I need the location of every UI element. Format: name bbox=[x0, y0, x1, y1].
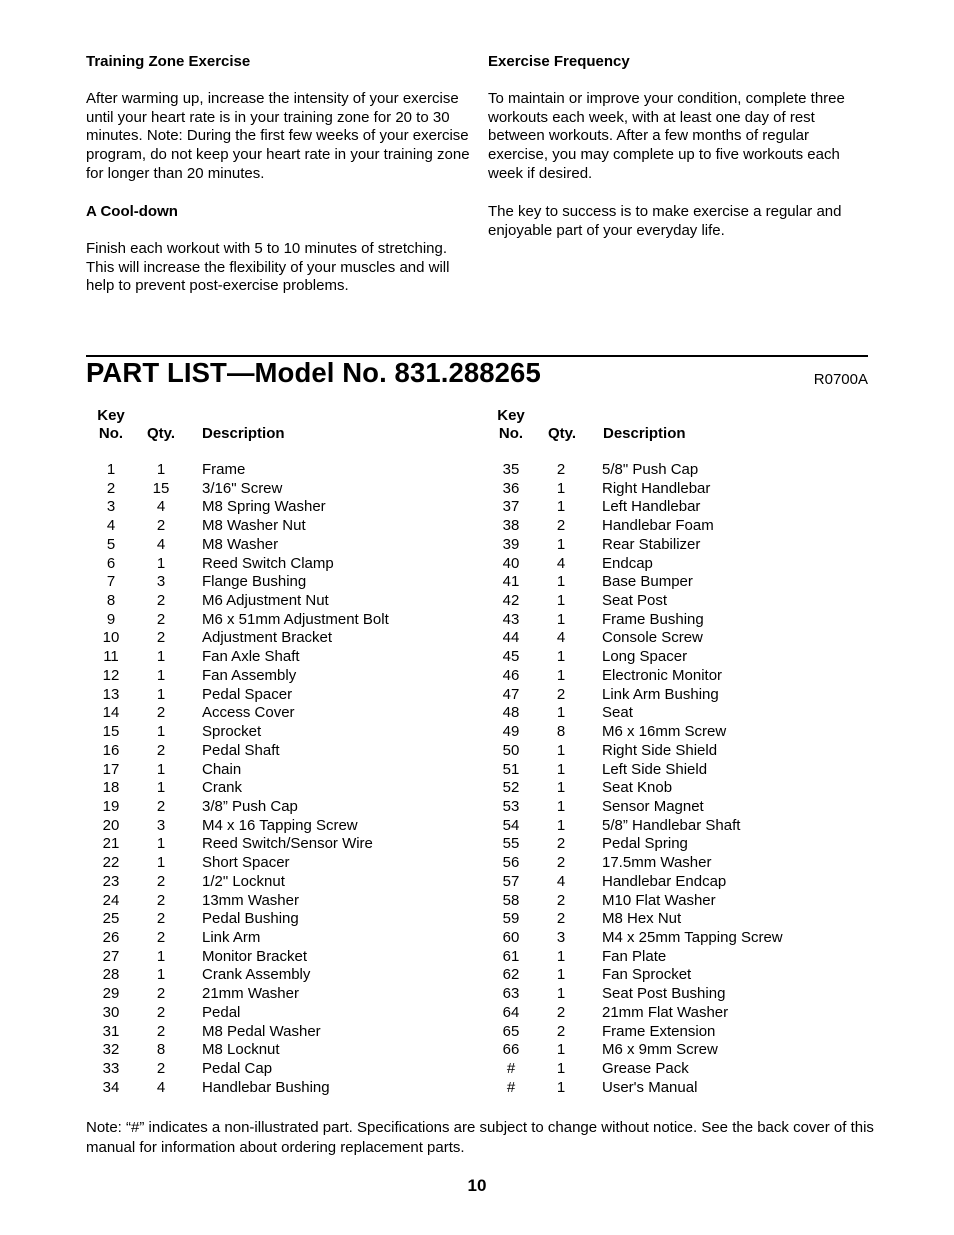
part-key-number: 33 bbox=[102, 1060, 120, 1077]
part-quantity: 2 bbox=[156, 1022, 166, 1040]
part-quantity: 2 bbox=[156, 797, 166, 815]
part-description: Left Handlebar bbox=[602, 498, 701, 516]
header-qty: Qty. bbox=[547, 425, 577, 442]
part-key-number: 37 bbox=[502, 498, 520, 516]
page-number: 10 bbox=[467, 1176, 487, 1195]
part-key-number: 30 bbox=[102, 1003, 120, 1021]
part-description: Monitor Bracket bbox=[202, 947, 308, 965]
part-key-number: 25 bbox=[102, 910, 120, 928]
part-description: 21mm Washer bbox=[202, 985, 299, 1003]
part-list-code: R0700A bbox=[813, 371, 868, 388]
part-description: 5/8” Handlebar Shaft bbox=[602, 816, 741, 834]
part-description: Flange Bushing bbox=[202, 573, 307, 591]
part-description: 21mm Flat Washer bbox=[602, 1003, 729, 1021]
part-key-number: 57 bbox=[502, 872, 520, 890]
part-quantity: 1 bbox=[556, 704, 566, 722]
part-quantity: 1 bbox=[556, 479, 566, 497]
part-description: Link Arm bbox=[202, 928, 261, 946]
part-description: M6 x 51mm Adjustment Bolt bbox=[202, 610, 389, 628]
part-description: Pedal Spring bbox=[602, 835, 688, 853]
part-key-number: 44 bbox=[502, 629, 520, 647]
header-description: Description bbox=[202, 425, 285, 442]
part-quantity: 8 bbox=[556, 723, 566, 741]
section-title-cool-down: A Cool-down bbox=[86, 203, 178, 220]
part-quantity: 4 bbox=[156, 1078, 166, 1096]
part-quantity: 1 bbox=[556, 666, 566, 684]
part-quantity: 1 bbox=[556, 985, 566, 1003]
part-description: M8 Locknut bbox=[202, 1041, 280, 1059]
part-key-number: 61 bbox=[502, 947, 520, 965]
part-description: Fan Plate bbox=[602, 947, 667, 965]
part-quantity: 1 bbox=[156, 966, 166, 984]
part-description: Pedal Cap bbox=[202, 1060, 273, 1077]
part-quantity: 1 bbox=[556, 966, 566, 984]
part-description: Sprocket bbox=[202, 723, 262, 741]
header-key-line2: No. bbox=[98, 425, 124, 442]
part-description: Seat Post bbox=[602, 592, 668, 610]
part-key-number: 50 bbox=[502, 741, 520, 759]
part-description: Base Bumper bbox=[602, 573, 693, 591]
part-description: M10 Flat Washer bbox=[602, 891, 716, 909]
part-quantity: 2 bbox=[556, 1022, 566, 1040]
part-description: M8 Pedal Washer bbox=[202, 1022, 321, 1040]
part-quantity: 1 bbox=[556, 816, 566, 834]
part-description: Pedal Shaft bbox=[202, 741, 280, 759]
part-description: Right Handlebar bbox=[602, 479, 711, 497]
part-quantity: 3 bbox=[156, 816, 166, 834]
part-key-number: 14 bbox=[102, 704, 120, 722]
part-quantity: 2 bbox=[156, 629, 166, 647]
part-quantity: 4 bbox=[156, 498, 166, 516]
footnote: Note: “#” indicates a non-illustrated part. Specifications are subject to change without notice. See the back cover of this manual for information about ordering replacement parts. bbox=[86, 1119, 874, 1156]
part-description: 3/16" Screw bbox=[202, 479, 283, 497]
section-body-training-zone: After warming up, increase the intensity of your exercise until your heart rate is in your training zone for 20 to 30 minutes. Note: During the first few weeks of your exercise program, do not keep your heart rate in your training zone for longer than 20 minutes. bbox=[86, 90, 470, 182]
part-quantity: 4 bbox=[556, 554, 566, 572]
part-description: Link Arm Bushing bbox=[602, 685, 719, 703]
part-key-number: 63 bbox=[502, 985, 520, 1003]
part-key-number: 3 bbox=[106, 498, 116, 516]
part-key-number: 18 bbox=[102, 779, 120, 797]
part-key-number: 51 bbox=[502, 760, 520, 778]
part-description: Long Spacer bbox=[602, 648, 688, 666]
section-title-training-zone: Training Zone Exercise bbox=[86, 53, 251, 70]
part-quantity: 2 bbox=[156, 1003, 166, 1021]
part-description: Endcap bbox=[602, 554, 653, 572]
part-quantity: 2 bbox=[556, 854, 566, 872]
part-key-number: 10 bbox=[102, 629, 120, 647]
part-description: M8 Hex Nut bbox=[602, 910, 682, 928]
part-description: Rear Stabilizer bbox=[602, 535, 701, 553]
part-key-number: 29 bbox=[102, 985, 120, 1003]
part-description: Frame Bushing bbox=[602, 610, 704, 628]
part-quantity: 2 bbox=[156, 985, 166, 1003]
part-quantity: 2 bbox=[156, 1060, 166, 1077]
part-list-title: PART LIST—Model No. 831.288265 bbox=[86, 357, 541, 388]
part-quantity: 1 bbox=[556, 1060, 566, 1077]
part-description: Handlebar Endcap bbox=[602, 872, 727, 890]
part-quantity: 1 bbox=[556, 947, 566, 965]
part-quantity: 1 bbox=[156, 760, 166, 778]
part-key-number: 46 bbox=[502, 666, 520, 684]
part-description: Grease Pack bbox=[602, 1060, 689, 1077]
part-key-number: 23 bbox=[102, 872, 120, 890]
part-key-number: 21 bbox=[102, 835, 120, 853]
part-quantity: 2 bbox=[156, 704, 166, 722]
part-key-number: 36 bbox=[502, 479, 520, 497]
part-description: Frame Extension bbox=[602, 1022, 716, 1040]
part-key-number: # bbox=[506, 1078, 516, 1096]
part-key-number: 65 bbox=[502, 1022, 520, 1040]
part-description: M4 x 25mm Tapping Screw bbox=[602, 928, 783, 946]
part-key-number: 59 bbox=[502, 910, 520, 928]
part-key-number: 48 bbox=[502, 704, 520, 722]
part-description: Crank Assembly bbox=[202, 966, 311, 984]
part-description: Handlebar Bushing bbox=[202, 1078, 330, 1096]
part-description: Fan Sprocket bbox=[602, 966, 692, 984]
part-key-number: 35 bbox=[502, 461, 520, 478]
part-key-number: # bbox=[506, 1060, 516, 1077]
header-description: Description bbox=[603, 425, 686, 442]
part-key-number: 7 bbox=[106, 573, 116, 591]
part-quantity: 1 bbox=[156, 723, 166, 741]
part-quantity: 3 bbox=[556, 928, 566, 946]
part-description: Reed Switch/Sensor Wire bbox=[202, 835, 373, 853]
part-description: Short Spacer bbox=[202, 854, 290, 872]
part-description: 5/8" Push Cap bbox=[602, 461, 699, 478]
part-description: 3/8” Push Cap bbox=[202, 797, 298, 815]
part-description: M6 Adjustment Nut bbox=[202, 592, 329, 610]
part-key-number: 4 bbox=[106, 517, 116, 535]
part-quantity: 2 bbox=[156, 928, 166, 946]
section-body-exercise-frequency: To maintain or improve your condition, complete three workouts each week, with at least one day of rest between workouts. After a few months of regular exercise, you may complete up to five workouts each week if desired. bbox=[488, 90, 845, 182]
part-quantity: 1 bbox=[556, 498, 566, 516]
part-key-number: 38 bbox=[502, 517, 520, 535]
part-description: Crank bbox=[202, 779, 243, 797]
part-key-number: 1 bbox=[106, 461, 116, 478]
header-key-line1: Key bbox=[97, 407, 125, 424]
part-key-number: 53 bbox=[502, 797, 520, 815]
part-quantity: 4 bbox=[556, 629, 566, 647]
part-key-number: 5 bbox=[106, 535, 116, 553]
part-quantity: 1 bbox=[556, 535, 566, 553]
part-description: M4 x 16 Tapping Screw bbox=[202, 816, 358, 834]
part-quantity: 4 bbox=[556, 872, 566, 890]
part-key-number: 16 bbox=[102, 741, 120, 759]
part-key-number: 9 bbox=[106, 610, 116, 628]
part-quantity: 1 bbox=[556, 573, 566, 591]
header-qty: Qty. bbox=[146, 425, 176, 442]
section-body-cool-down: Finish each workout with 5 to 10 minutes of stretching. This will increase the flexibility of your muscles and will help to prevent post-exercise problems. bbox=[86, 240, 450, 295]
part-description: 13mm Washer bbox=[202, 891, 299, 909]
part-quantity: 2 bbox=[556, 461, 566, 478]
part-description: Fan Assembly bbox=[202, 666, 297, 684]
part-key-number: 58 bbox=[502, 891, 520, 909]
part-description: Sensor Magnet bbox=[602, 797, 704, 815]
part-key-number: 55 bbox=[502, 835, 520, 853]
part-description: M8 Washer Nut bbox=[202, 517, 306, 535]
part-key-number: 47 bbox=[502, 685, 520, 703]
part-quantity: 1 bbox=[556, 741, 566, 759]
part-quantity: 1 bbox=[156, 854, 166, 872]
part-quantity: 1 bbox=[156, 648, 166, 666]
part-description: Access Cover bbox=[202, 704, 295, 722]
part-description: Fan Axle Shaft bbox=[202, 648, 300, 666]
part-key-number: 45 bbox=[502, 648, 520, 666]
part-quantity: 2 bbox=[156, 610, 166, 628]
part-description: M6 x 16mm Screw bbox=[602, 723, 727, 741]
part-description: M8 Spring Washer bbox=[202, 498, 326, 516]
part-key-number: 62 bbox=[502, 966, 520, 984]
part-quantity: 1 bbox=[156, 461, 166, 478]
part-quantity: 2 bbox=[156, 592, 166, 610]
part-description: M8 Washer bbox=[202, 535, 279, 553]
part-key-number: 11 bbox=[103, 648, 119, 666]
part-key-number: 64 bbox=[502, 1003, 520, 1021]
part-key-number: 28 bbox=[102, 966, 120, 984]
part-quantity: 1 bbox=[556, 779, 566, 797]
part-key-number: 8 bbox=[106, 592, 116, 610]
part-quantity: 1 bbox=[556, 648, 566, 666]
part-description: Pedal bbox=[202, 1003, 241, 1021]
part-quantity: 3 bbox=[156, 573, 166, 591]
part-key-number: 41 bbox=[502, 573, 520, 591]
part-key-number: 22 bbox=[102, 854, 120, 872]
part-key-number: 2 bbox=[106, 479, 116, 497]
part-key-number: 31 bbox=[102, 1022, 120, 1040]
part-key-number: 26 bbox=[102, 928, 120, 946]
part-quantity: 2 bbox=[156, 741, 166, 759]
part-quantity: 1 bbox=[556, 1078, 566, 1096]
part-quantity: 2 bbox=[556, 517, 566, 535]
part-quantity: 2 bbox=[156, 872, 166, 890]
part-quantity: 1 bbox=[556, 760, 566, 778]
part-key-number: 49 bbox=[502, 723, 520, 741]
part-key-number: 52 bbox=[502, 779, 520, 797]
part-quantity: 1 bbox=[556, 592, 566, 610]
part-key-number: 17 bbox=[102, 760, 120, 778]
part-key-number: 15 bbox=[102, 723, 120, 741]
part-description: Seat bbox=[602, 704, 633, 722]
part-key-number: 12 bbox=[102, 666, 120, 684]
part-quantity: 1 bbox=[556, 1041, 566, 1059]
part-quantity: 1 bbox=[156, 554, 166, 572]
part-key-number: 34 bbox=[102, 1078, 120, 1096]
header-key-line2: No. bbox=[498, 425, 524, 442]
part-quantity: 8 bbox=[156, 1041, 166, 1059]
part-key-number: 6 bbox=[106, 554, 116, 572]
part-description: Pedal Spacer bbox=[202, 685, 293, 703]
part-description: Seat Post Bushing bbox=[602, 985, 726, 1003]
part-description: 1/2" Locknut bbox=[202, 872, 285, 890]
part-quantity: 4 bbox=[156, 535, 166, 553]
part-description: User's Manual bbox=[602, 1078, 698, 1096]
part-quantity: 1 bbox=[156, 835, 166, 853]
part-key-number: 32 bbox=[102, 1041, 120, 1059]
part-key-number: 56 bbox=[502, 854, 520, 872]
part-key-number: 42 bbox=[502, 592, 520, 610]
part-description: Adjustment Bracket bbox=[202, 629, 333, 647]
part-quantity: 1 bbox=[556, 797, 566, 815]
part-key-number: 13 bbox=[102, 685, 120, 703]
part-quantity: 2 bbox=[156, 910, 166, 928]
section-title-exercise-frequency: Exercise Frequency bbox=[488, 53, 630, 70]
part-quantity: 2 bbox=[156, 891, 166, 909]
part-description: Reed Switch Clamp bbox=[202, 554, 334, 572]
part-key-number: 24 bbox=[102, 891, 120, 909]
part-key-number: 39 bbox=[502, 535, 520, 553]
part-quantity: 15 bbox=[152, 479, 170, 497]
part-quantity: 2 bbox=[556, 910, 566, 928]
part-description: Pedal Bushing bbox=[202, 910, 299, 928]
section-body-key-to-success: The key to success is to make exercise a regular and enjoyable part of your everyday life. bbox=[488, 203, 842, 239]
part-description: Seat Knob bbox=[602, 779, 673, 797]
part-key-number: 27 bbox=[102, 947, 120, 965]
part-quantity: 2 bbox=[556, 835, 566, 853]
part-description: M6 x 9mm Screw bbox=[602, 1041, 718, 1059]
part-description: 17.5mm Washer bbox=[602, 854, 712, 872]
part-description: Right Side Shield bbox=[602, 741, 718, 759]
part-key-number: 54 bbox=[502, 816, 520, 834]
header-key-line1: Key bbox=[497, 407, 525, 424]
part-key-number: 40 bbox=[502, 554, 520, 572]
part-key-number: 43 bbox=[502, 610, 520, 628]
part-description: Electronic Monitor bbox=[602, 666, 723, 684]
part-description: Frame bbox=[202, 461, 246, 478]
part-key-number: 60 bbox=[502, 928, 520, 946]
part-quantity: 1 bbox=[156, 666, 166, 684]
part-key-number: 19 bbox=[102, 797, 120, 815]
part-quantity: 1 bbox=[156, 779, 166, 797]
part-quantity: 2 bbox=[556, 1003, 566, 1021]
part-quantity: 1 bbox=[156, 947, 166, 965]
part-quantity: 2 bbox=[156, 517, 166, 535]
part-description: Console Screw bbox=[602, 629, 703, 647]
part-quantity: 1 bbox=[556, 610, 566, 628]
part-quantity: 2 bbox=[556, 685, 566, 703]
part-description: Handlebar Foam bbox=[602, 517, 714, 535]
part-description: Left Side Shield bbox=[602, 760, 708, 778]
part-quantity: 1 bbox=[156, 685, 166, 703]
part-key-number: 66 bbox=[502, 1041, 520, 1059]
part-key-number: 20 bbox=[102, 816, 120, 834]
part-description: Chain bbox=[202, 760, 242, 778]
part-quantity: 2 bbox=[556, 891, 566, 909]
